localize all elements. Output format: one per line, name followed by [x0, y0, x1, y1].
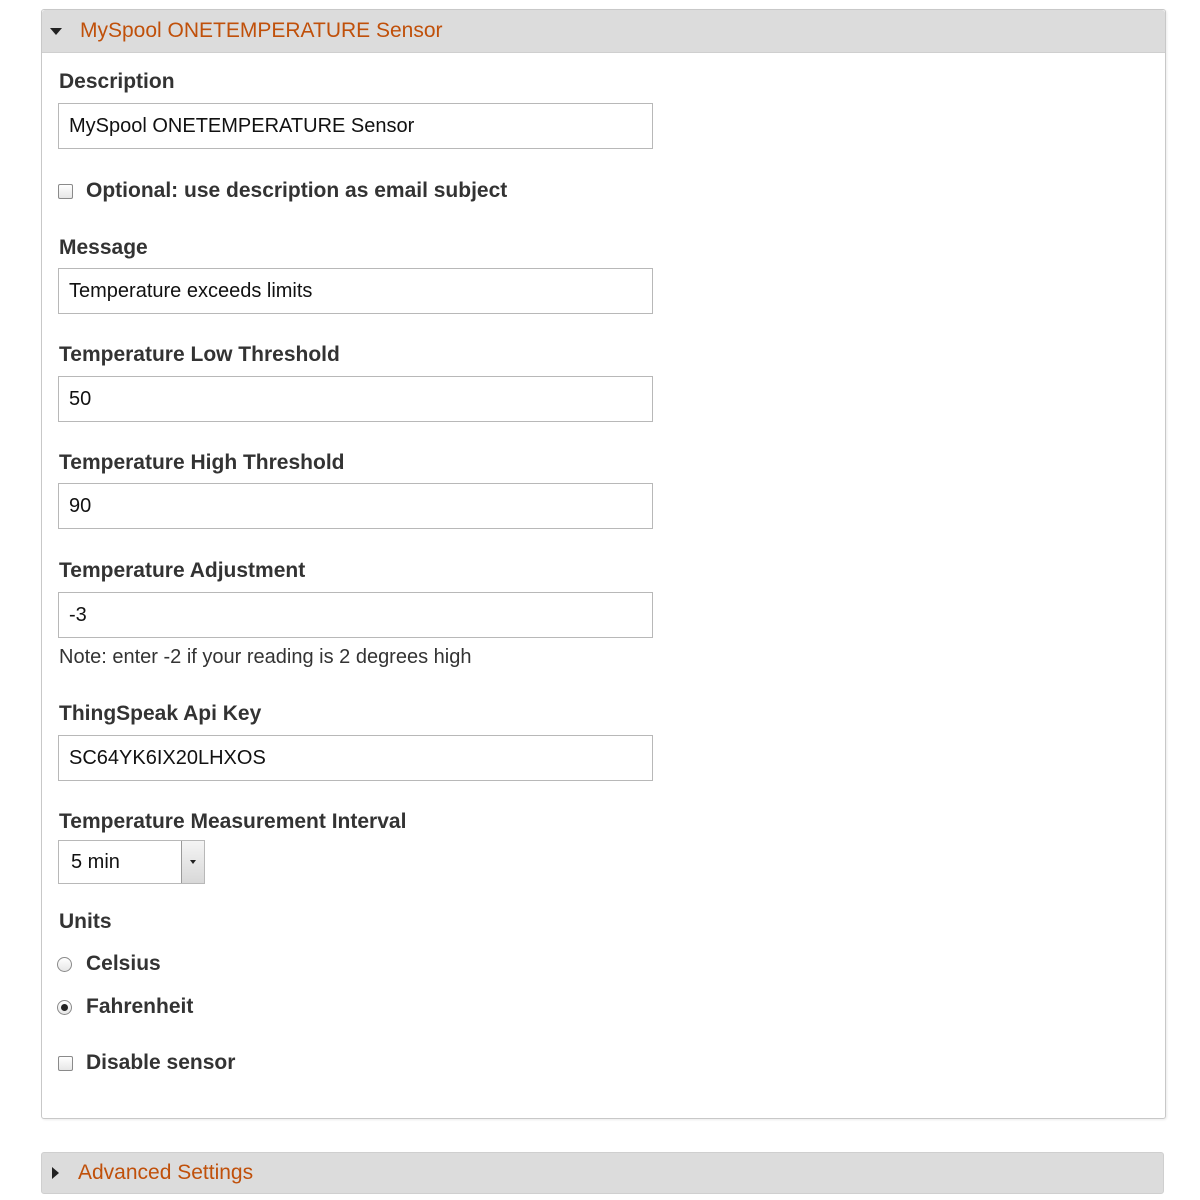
units-label: Units: [59, 910, 112, 933]
disable-sensor-label: Disable sensor: [86, 1051, 236, 1074]
interval-select[interactable]: [58, 840, 205, 884]
disable-sensor-checkbox[interactable]: [58, 1056, 73, 1071]
api-key-label: ThingSpeak Api Key: [59, 702, 262, 725]
description-label: Description: [59, 70, 175, 93]
interval-label: Temperature Measurement Interval: [59, 810, 407, 833]
email-subject-label: Optional: use description as email subject: [86, 179, 508, 202]
message-label: Message: [59, 236, 148, 259]
high-threshold-input[interactable]: [58, 483, 653, 529]
expand-triangle-icon[interactable]: [52, 1167, 59, 1179]
sensor-panel-header[interactable]: [42, 10, 1165, 53]
low-threshold-input[interactable]: [58, 376, 653, 422]
message-input[interactable]: [58, 268, 653, 314]
adjustment-label: Temperature Adjustment: [59, 559, 306, 582]
celsius-label: Celsius: [86, 952, 161, 975]
email-subject-checkbox[interactable]: [58, 184, 73, 199]
celsius-radio[interactable]: [57, 957, 72, 972]
description-input[interactable]: [58, 103, 653, 149]
adjustment-input[interactable]: [58, 592, 653, 638]
advanced-settings-title: Advanced Settings: [78, 1161, 254, 1184]
interval-select-value: 5 min: [71, 850, 120, 873]
chevron-down-icon: [190, 860, 196, 864]
sensor-panel-title: MySpool ONETEMPERATURE Sensor: [80, 19, 443, 42]
adjustment-note: Note: enter -2 if your reading is 2 degrees high: [59, 646, 472, 668]
advanced-settings-header[interactable]: [41, 1152, 1164, 1194]
low-threshold-label: Temperature Low Threshold: [59, 343, 340, 366]
high-threshold-label: Temperature High Threshold: [59, 451, 345, 474]
fahrenheit-radio[interactable]: [57, 1000, 72, 1015]
api-key-input[interactable]: [58, 735, 653, 781]
fahrenheit-label: Fahrenheit: [86, 995, 194, 1018]
collapse-triangle-icon[interactable]: [50, 28, 62, 35]
select-dropdown-button[interactable]: [181, 841, 204, 883]
